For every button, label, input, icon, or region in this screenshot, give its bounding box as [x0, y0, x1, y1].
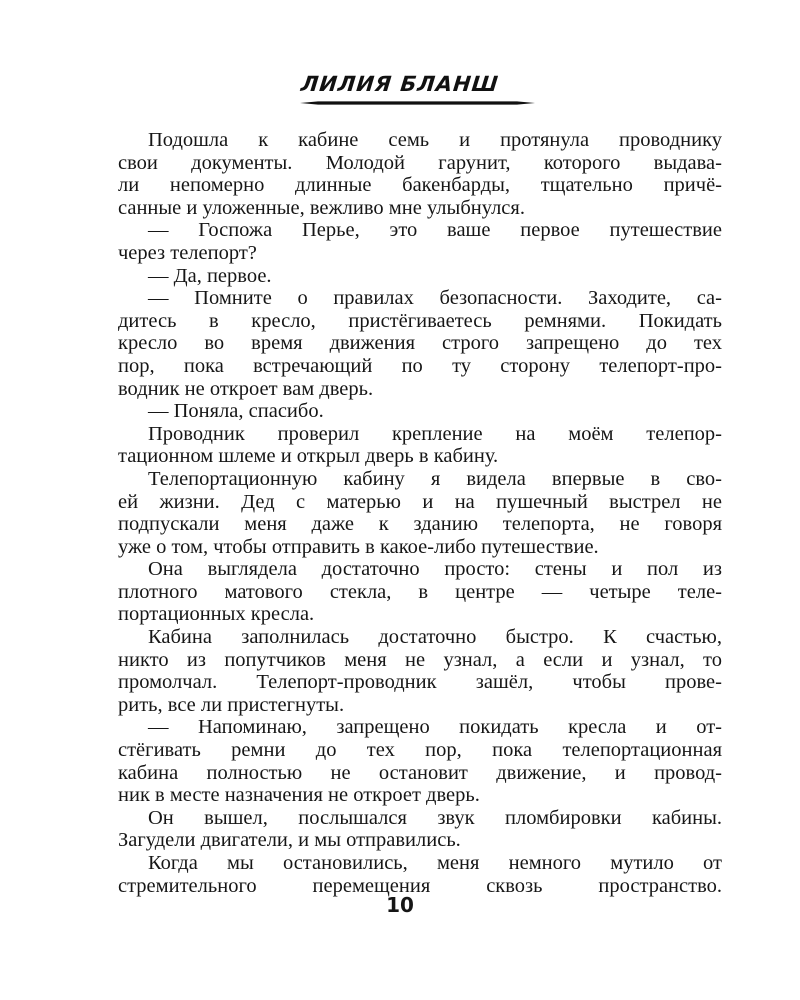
paragraph — [118, 807, 722, 852]
paragraph — [118, 468, 722, 558]
header-rule — [300, 99, 535, 107]
text-line: никто из попутчиков меня не узнал, а если и узнал, то — [118, 648, 722, 671]
text-line: Кабина заполнилась достаточно быстро. К счастью, — [148, 626, 722, 649]
text-line: Загудели двигатели, и мы отправились. — [118, 829, 461, 852]
paragraph — [118, 558, 722, 626]
text-line: плотного матового стекла, в центре — четыре теле- — [118, 580, 722, 603]
paragraph — [118, 716, 722, 806]
body-text — [118, 129, 722, 897]
text-line: тационном шлеме и открыл дверь в кабину. — [118, 445, 499, 468]
text-line: — Помните о правилах безопасности. Заходите, са- — [148, 287, 722, 310]
paragraph — [118, 287, 722, 400]
text-line: рить, все ли пристегнуты. — [118, 693, 345, 716]
text-line: Телепортационную кабину я видела впервые в сво- — [148, 467, 722, 490]
text-line: уже о том, чтобы отправить в какое-либо путешествие. — [118, 535, 599, 558]
text-line: пор, пока встречающий по ту сторону телепорт-про- — [118, 354, 722, 377]
page-number: 10 — [386, 893, 414, 917]
text-line: портационных кресла. — [118, 603, 315, 626]
paragraph — [118, 423, 722, 468]
text-line: свои документы. Молодой гарунит, которого выдава- — [118, 151, 722, 174]
text-line: санные и уложенные, вежливо мне улыбнулся. — [118, 196, 525, 219]
text-line: Проводник проверил крепление на моём телепор- — [148, 422, 722, 445]
text-line: промолчал. Телепорт-проводник зашёл, чтобы прове- — [118, 671, 722, 694]
text-line: — Госпожа Перье, это ваше первое путешествие — [148, 219, 722, 242]
text-line: ник в месте назначения не откроет дверь. — [118, 784, 480, 807]
text-line: — Поняла, спасибо. — [148, 400, 324, 423]
text-line: — Напоминаю, запрещено покидать кресла и от- — [148, 716, 722, 739]
text-line: стремительного перемещения сквозь пространство. — [118, 874, 722, 897]
text-line: ей жизни. Дед с матерью и на пушечный выстрел не — [118, 490, 722, 513]
text-line: через телепорт? — [118, 241, 257, 264]
author-name: ЛИЛИЯ БЛАНШ — [299, 72, 501, 96]
paragraph — [118, 400, 722, 423]
header-rule-shape — [300, 101, 535, 104]
text-line: Подошла к кабине семь и протянула проводнику — [148, 129, 722, 151]
paragraph — [118, 626, 722, 716]
paragraph — [118, 129, 722, 219]
text-line: стёгивать ремни до тех пор, пока телепортационная — [118, 739, 722, 762]
paragraph — [118, 219, 722, 264]
paragraph — [118, 852, 722, 897]
text-line: Она выглядела достаточно просто: стены и пол из — [148, 558, 722, 581]
text-line: подпускали меня даже к зданию телепорта, не говоря — [118, 513, 722, 536]
text-line: дитесь в кресло, пристёгиваетесь ремнями. Покидать — [118, 309, 722, 332]
running-head — [0, 72, 800, 96]
text-line: ли непомерно длинные бакенбарды, тщательно причё- — [118, 174, 722, 197]
text-line: Когда мы остановились, меня немного мутило от — [148, 852, 722, 874]
text-line: кабина полностью не остановит движение, и провод- — [118, 761, 722, 784]
text-line: водник не откроет вам дверь. — [118, 377, 374, 400]
text-line: кресло во время движения строго запрещено до тех — [118, 332, 722, 355]
paragraph — [118, 265, 722, 288]
text-line: — Да, первое. — [148, 264, 272, 287]
text-line: Он вышел, послышался звук пломбировки кабины. — [148, 806, 722, 829]
